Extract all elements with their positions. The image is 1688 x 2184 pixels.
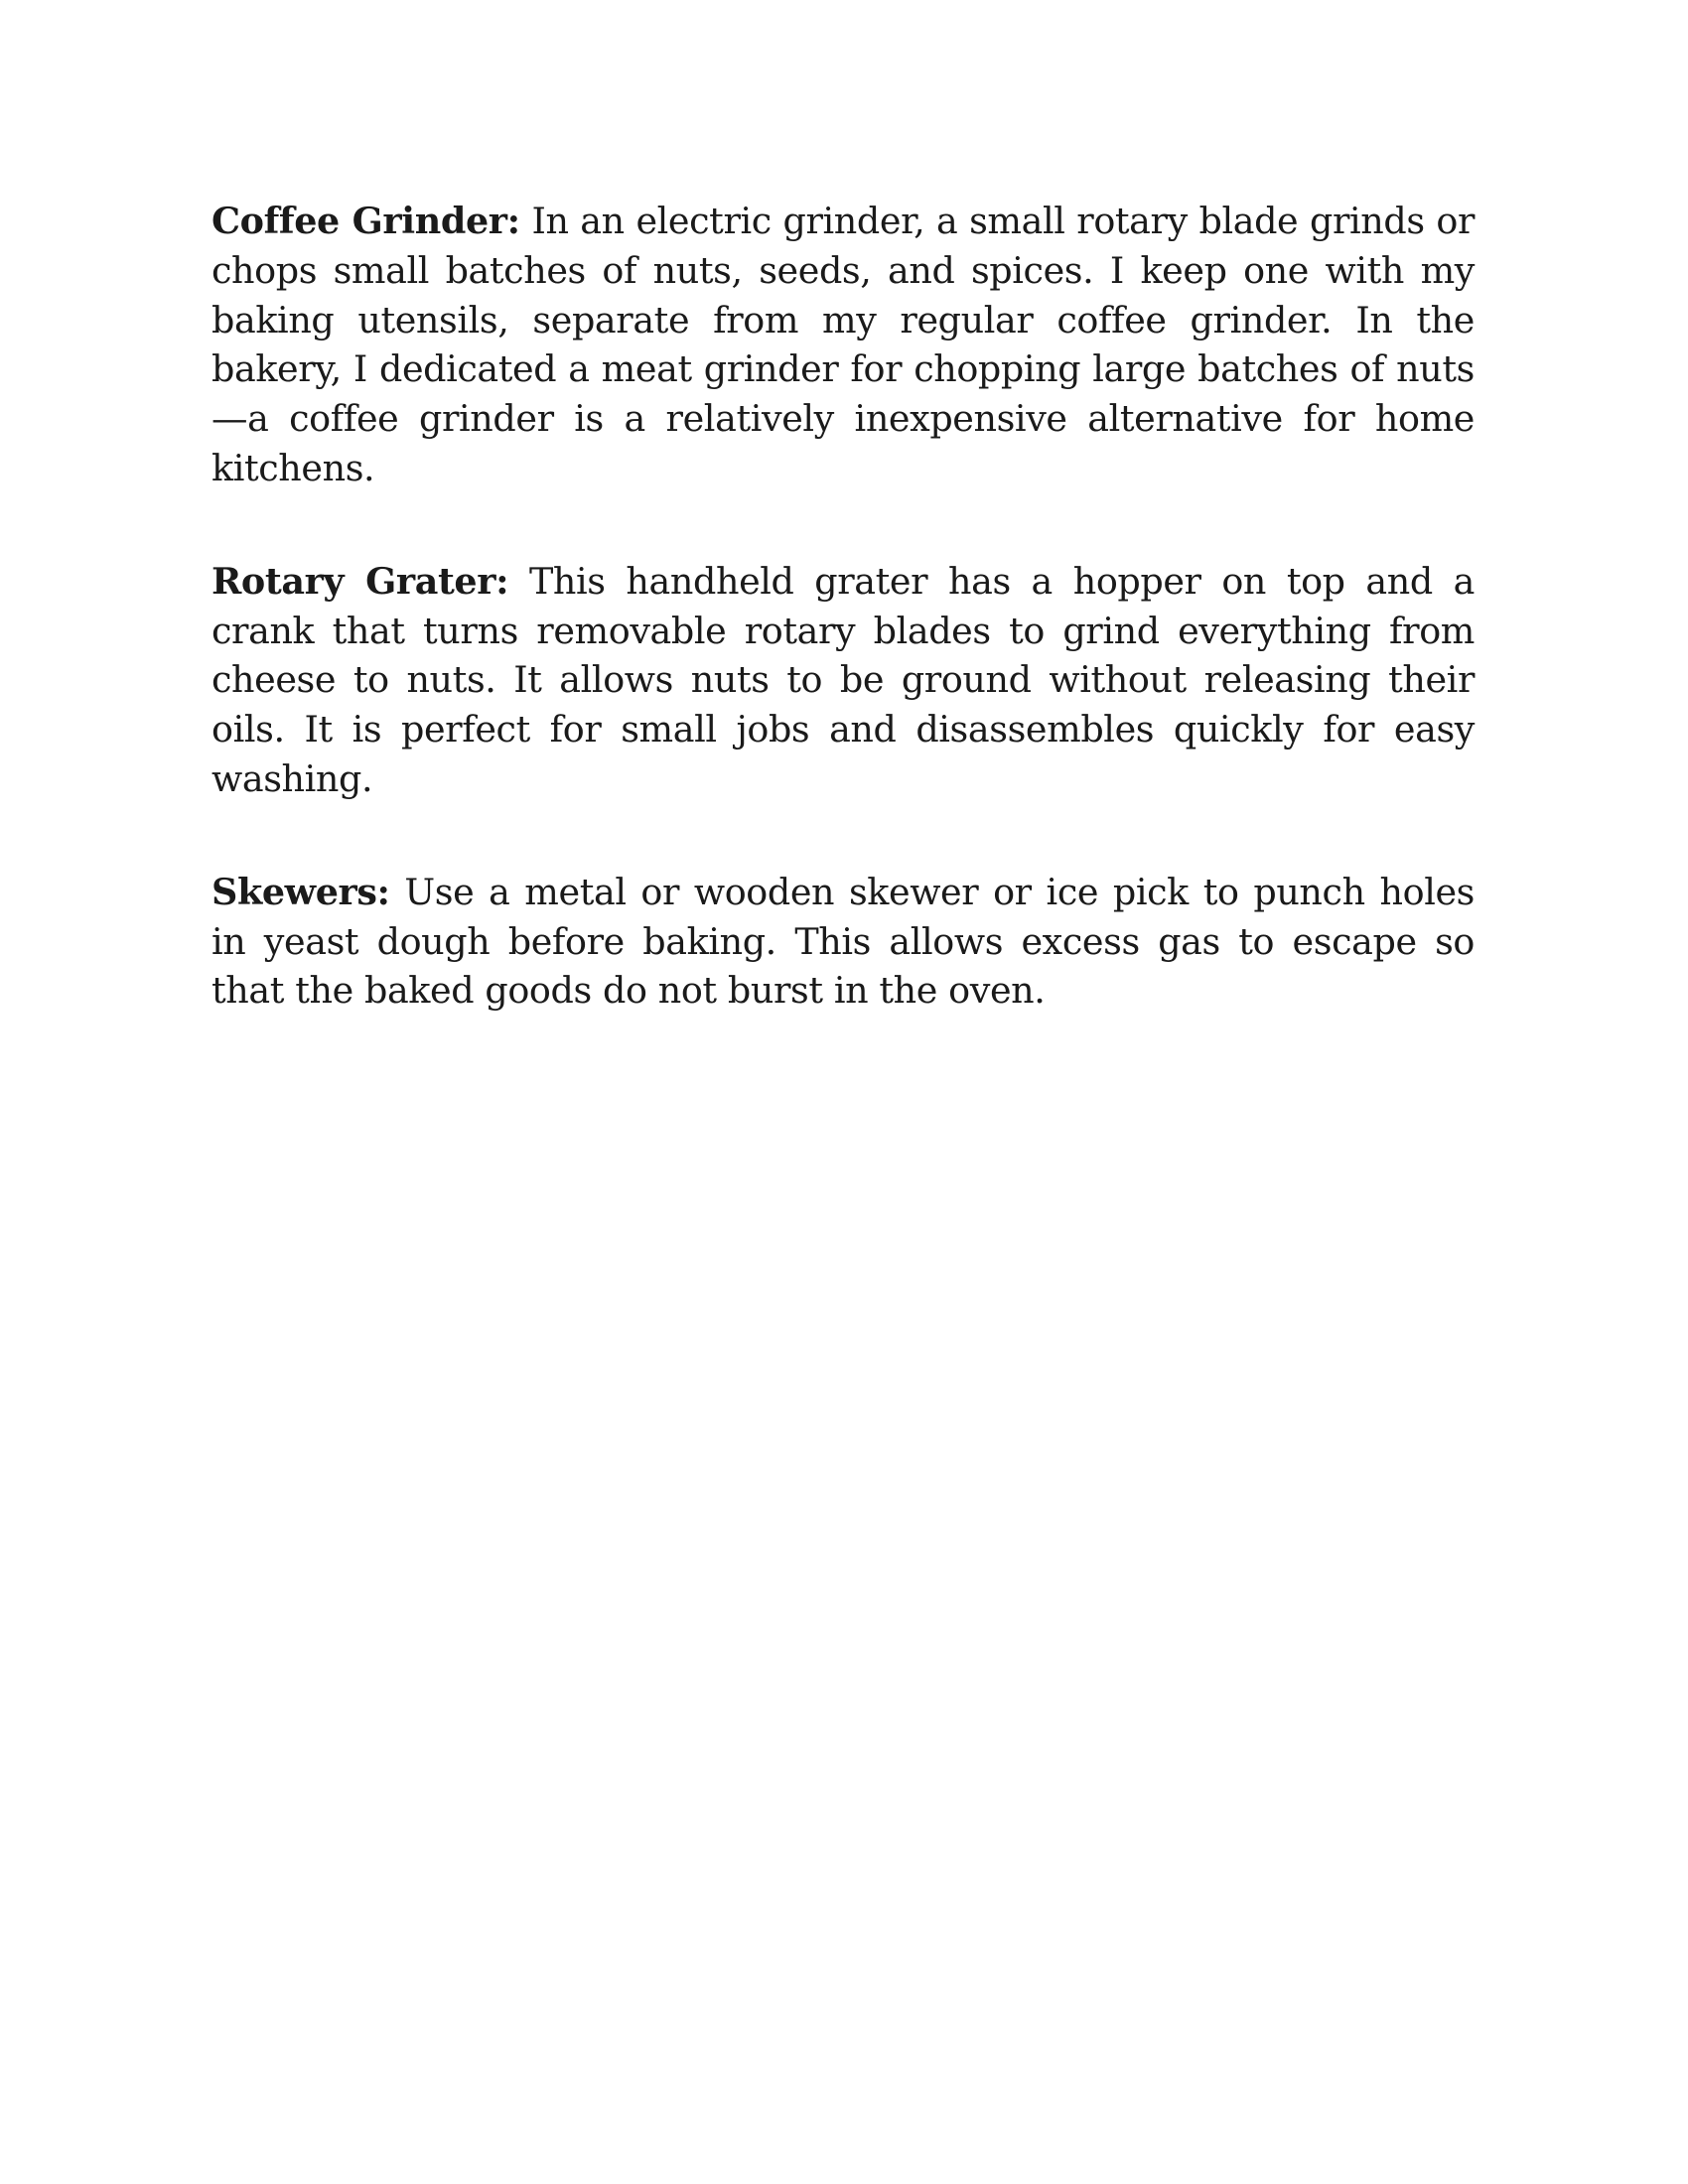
entry-text: This handheld grater has a hopper on top and a crank that turns removable rotary blades to grind everything from cheese to nuts. It allows nuts to be ground without releasing their oils. It is perfect for small jobs and disassembles quickly for easy washing. — [211, 559, 1476, 800]
entry-rotary-grater — [211, 557, 1475, 804]
entry-term: Skewers: — [211, 870, 390, 913]
entry-term: Coffee Grinder: — [211, 200, 520, 242]
entry-text: In an electric grinder, a small rotary blade grinds or chops small batches of nuts, seeds, and spices. I keep one with my baking utensils, separate from my regular coffee grinder. In the bakery, I dedicated a meat grinder for chopping large batches of nuts—a coffee grinder is a relatively inexpensive alternative for home kitchens. — [211, 200, 1476, 489]
document-body — [211, 197, 1475, 1016]
entry-text: Use a metal or wooden skewer or ice pick to punch holes in yeast dough before baking. This allows excess gas to escape so that the baked goods do not burst in the oven. — [211, 870, 1476, 1013]
entry-coffee-grinder — [211, 197, 1475, 493]
entry-term: Rotary Grater: — [211, 559, 509, 603]
entry-skewers — [211, 868, 1475, 1016]
